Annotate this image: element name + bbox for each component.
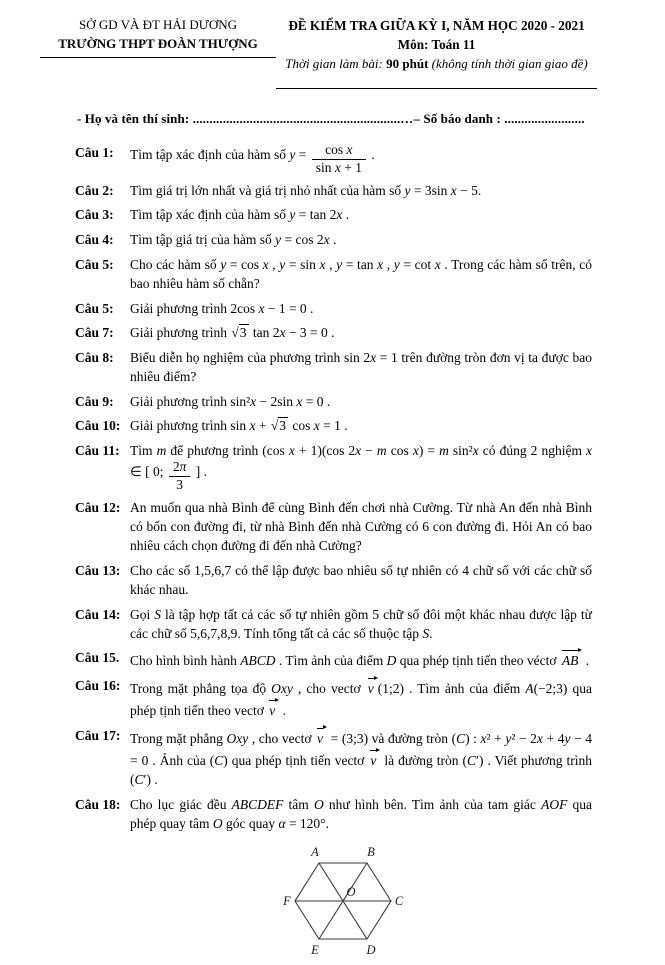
exam-header [0,0,639,89]
question-text: Tìm giá trị lớn nhất và giá trị nhỏ nhất của hàm số y = 3sin x − 5. [130,182,482,198]
question-text: Giải phương trình sin²x − 2sin x = 0 . [130,393,331,409]
question-row [75,795,592,833]
question-row [75,348,592,386]
question-text: Trong mặt phẳng tọa độ Oxy , cho vectơ v (1;2) . Tìm ảnh của điểm A(−2;3) qua phép tịnh tiến theo vectơ v . [130,676,592,720]
question-text: Tìm tập xác định của hàm số y = $\frac{\text{cos x}}{\text{sin x + 1}}$ . [130,142,375,175]
question-label: Câu 3: [75,207,114,223]
square-root: √3 [231,325,247,341]
question-label: Câu 7: [75,325,114,341]
question-row [75,726,592,789]
question-text: Cho lục giác đều ABCDEF tâm O như hình bên. Tìm ảnh của tam giác AOF qua phép quay tâm O góc quay α = 120°. [130,796,592,831]
vertex-label-e: E [310,942,319,957]
question-label: Câu 14: [75,606,121,622]
fraction [312,143,366,175]
question-label: Câu 9: [75,393,114,409]
vertex-label-b: B [366,844,375,859]
question-text: Gọi S là tập hợp tất cả các số tự nhiên gồm 5 chữ số đôi một khác nhau được lập từ các chữ số 5,6,7,8,9. Tính tổng tất cả các số thuộc tập S. [130,606,593,641]
student-name-label: - Họ và tên thí sinh: [77,111,193,127]
exam-title: ĐỀ KIỂM TRA GIỮA KỲ I, NĂM HỌC 2020 - 2021 [288,18,585,33]
exam-duration [276,55,597,74]
fraction-numerator: cos x [325,142,353,158]
question-text: Tìm m để phương trình (cos x + 1)(cos 2x − m cos x) = m sin²x có đúng 2 nghiệm x ∈ [ 0; $\frac{2\pi}{3}$ ] . [130,443,593,492]
question-text: Giải phương trình sin x + √3 cos x = 1 . [130,418,348,434]
question-label: Câu 4: [75,232,114,248]
vector: v [268,698,278,720]
question-label: Câu 17: [75,727,121,743]
question-label: Câu 5: [75,300,114,316]
square-root: √3 [270,418,286,434]
student-name-dots: ..............................................................… [192,111,414,127]
square-root-arg: 3 [279,418,286,434]
vector: v [316,726,326,748]
school-name: TRƯỜNG THPT ĐOÀN THƯỢNG [40,35,276,58]
question-label: Câu 5: [75,256,114,272]
vertex-label-c: C [394,893,403,908]
fraction [169,460,191,492]
question-text: Cho các số 1,5,6,7 có thể lập được bao nhiêu số tự nhiên có 4 chữ số với các chữ số khác nhau. [130,562,592,597]
question-label: Câu 2: [75,182,114,198]
student-id-dots: ........................ [504,111,585,127]
question-text: Tìm tập xác định của hàm số y = tan 2x . [130,207,350,223]
vector: v [369,748,379,770]
vertex-label-d: D [365,942,376,957]
vector: v [367,676,377,698]
question-label: Câu 8: [75,349,114,365]
question-label: Câu 1: [75,145,114,161]
duration-prefix: Thời gian làm bài: [285,56,387,72]
question-row [75,143,592,175]
question-text: Cho các hàm số y = cos x , y = sin x , y = tan x , y = cot x . Trong các hàm số trên, có bao nhiêu hàm số chẵn? [130,256,593,291]
vertex-label-a: A [310,844,319,859]
hexagon-svg [271,839,421,961]
question-row [75,676,592,720]
question-text: Giải phương trình √3 tan 2x − 3 = 0 . [130,325,335,341]
question-row [75,230,592,249]
question-row [75,181,592,200]
question-text: Biểu diễn họ nghiệm của phương trình sin 2x = 1 trên đường tròn đơn vị ta được bao nhiêu điểm? [130,349,592,385]
question-row [75,498,592,555]
question-row [75,299,592,318]
question-row [75,255,592,293]
question-text: Giải phương trình 2cos x − 1 = 0 . [130,300,314,316]
student-id-label: – Số báo danh : [413,111,505,127]
hexagon-figure [26,839,665,965]
exam-subject: Môn: Toán 11 [397,37,476,53]
duration-suffix: (không tính thời gian giao đề) [428,56,588,72]
question-label: Câu 11: [75,443,120,458]
question-row [75,205,592,224]
question-label: Câu 13: [75,562,121,578]
square-root-arg: 3 [239,325,247,341]
question-row [75,561,592,599]
department-name: SỞ GD VÀ ĐT HẢI DƯƠNG [78,17,238,32]
school-block [40,16,276,89]
question-text: Cho hình bình hành ABCD . Tìm ảnh của điểm D qua phép tịnh tiến theo véctơ AB . [130,648,592,670]
header-divider [276,88,597,89]
question-text: Trong mặt phẳng Oxy , cho vectơ v = (3;3) và đường tròn (C) : x² + y² − 2x + 4y − 4 = 0 . Ảnh của (C) qua phép tịnh tiến vectơ v là đường tròn (C′) . Viết phương trình (C′) . [130,726,592,789]
student-info-line [77,111,595,127]
question-label: Câu 10: [75,418,121,434]
question-label: Câu 16: [75,678,121,694]
question-text: Tìm tập giá trị của hàm số y = cos 2x . [130,232,337,248]
exam-title-block [276,16,597,89]
fraction-denominator: 3 [169,476,191,493]
question-label: Câu 15. [75,650,120,666]
hexagon-lines [295,863,391,939]
fraction-denominator: sin x + 1 [312,159,366,176]
question-row [75,392,592,411]
vector: AB [561,648,582,670]
question-row [75,323,592,342]
question-label: Câu 18: [75,796,121,812]
question-text: An muốn qua nhà Bình để cùng Bình đến chơi nhà Cường. Từ nhà An đến nhà Bình có bốn con đường đi, từ nhà Bình đến nhà Cường có 6 con đường đi. Hỏi An có bao nhiêu cách chọn đường đi đến nhà Cường? [130,499,592,554]
vertex-label-f: F [282,893,291,908]
question-row [75,416,592,435]
duration-value: 90 phút [386,56,429,72]
question-row [75,648,592,670]
question-row [75,441,592,492]
question-label: Câu 12: [75,499,121,515]
question-list [75,143,592,833]
question-row [75,605,592,643]
center-label-o: O [345,884,356,899]
fraction-numerator: 2π [172,459,187,475]
